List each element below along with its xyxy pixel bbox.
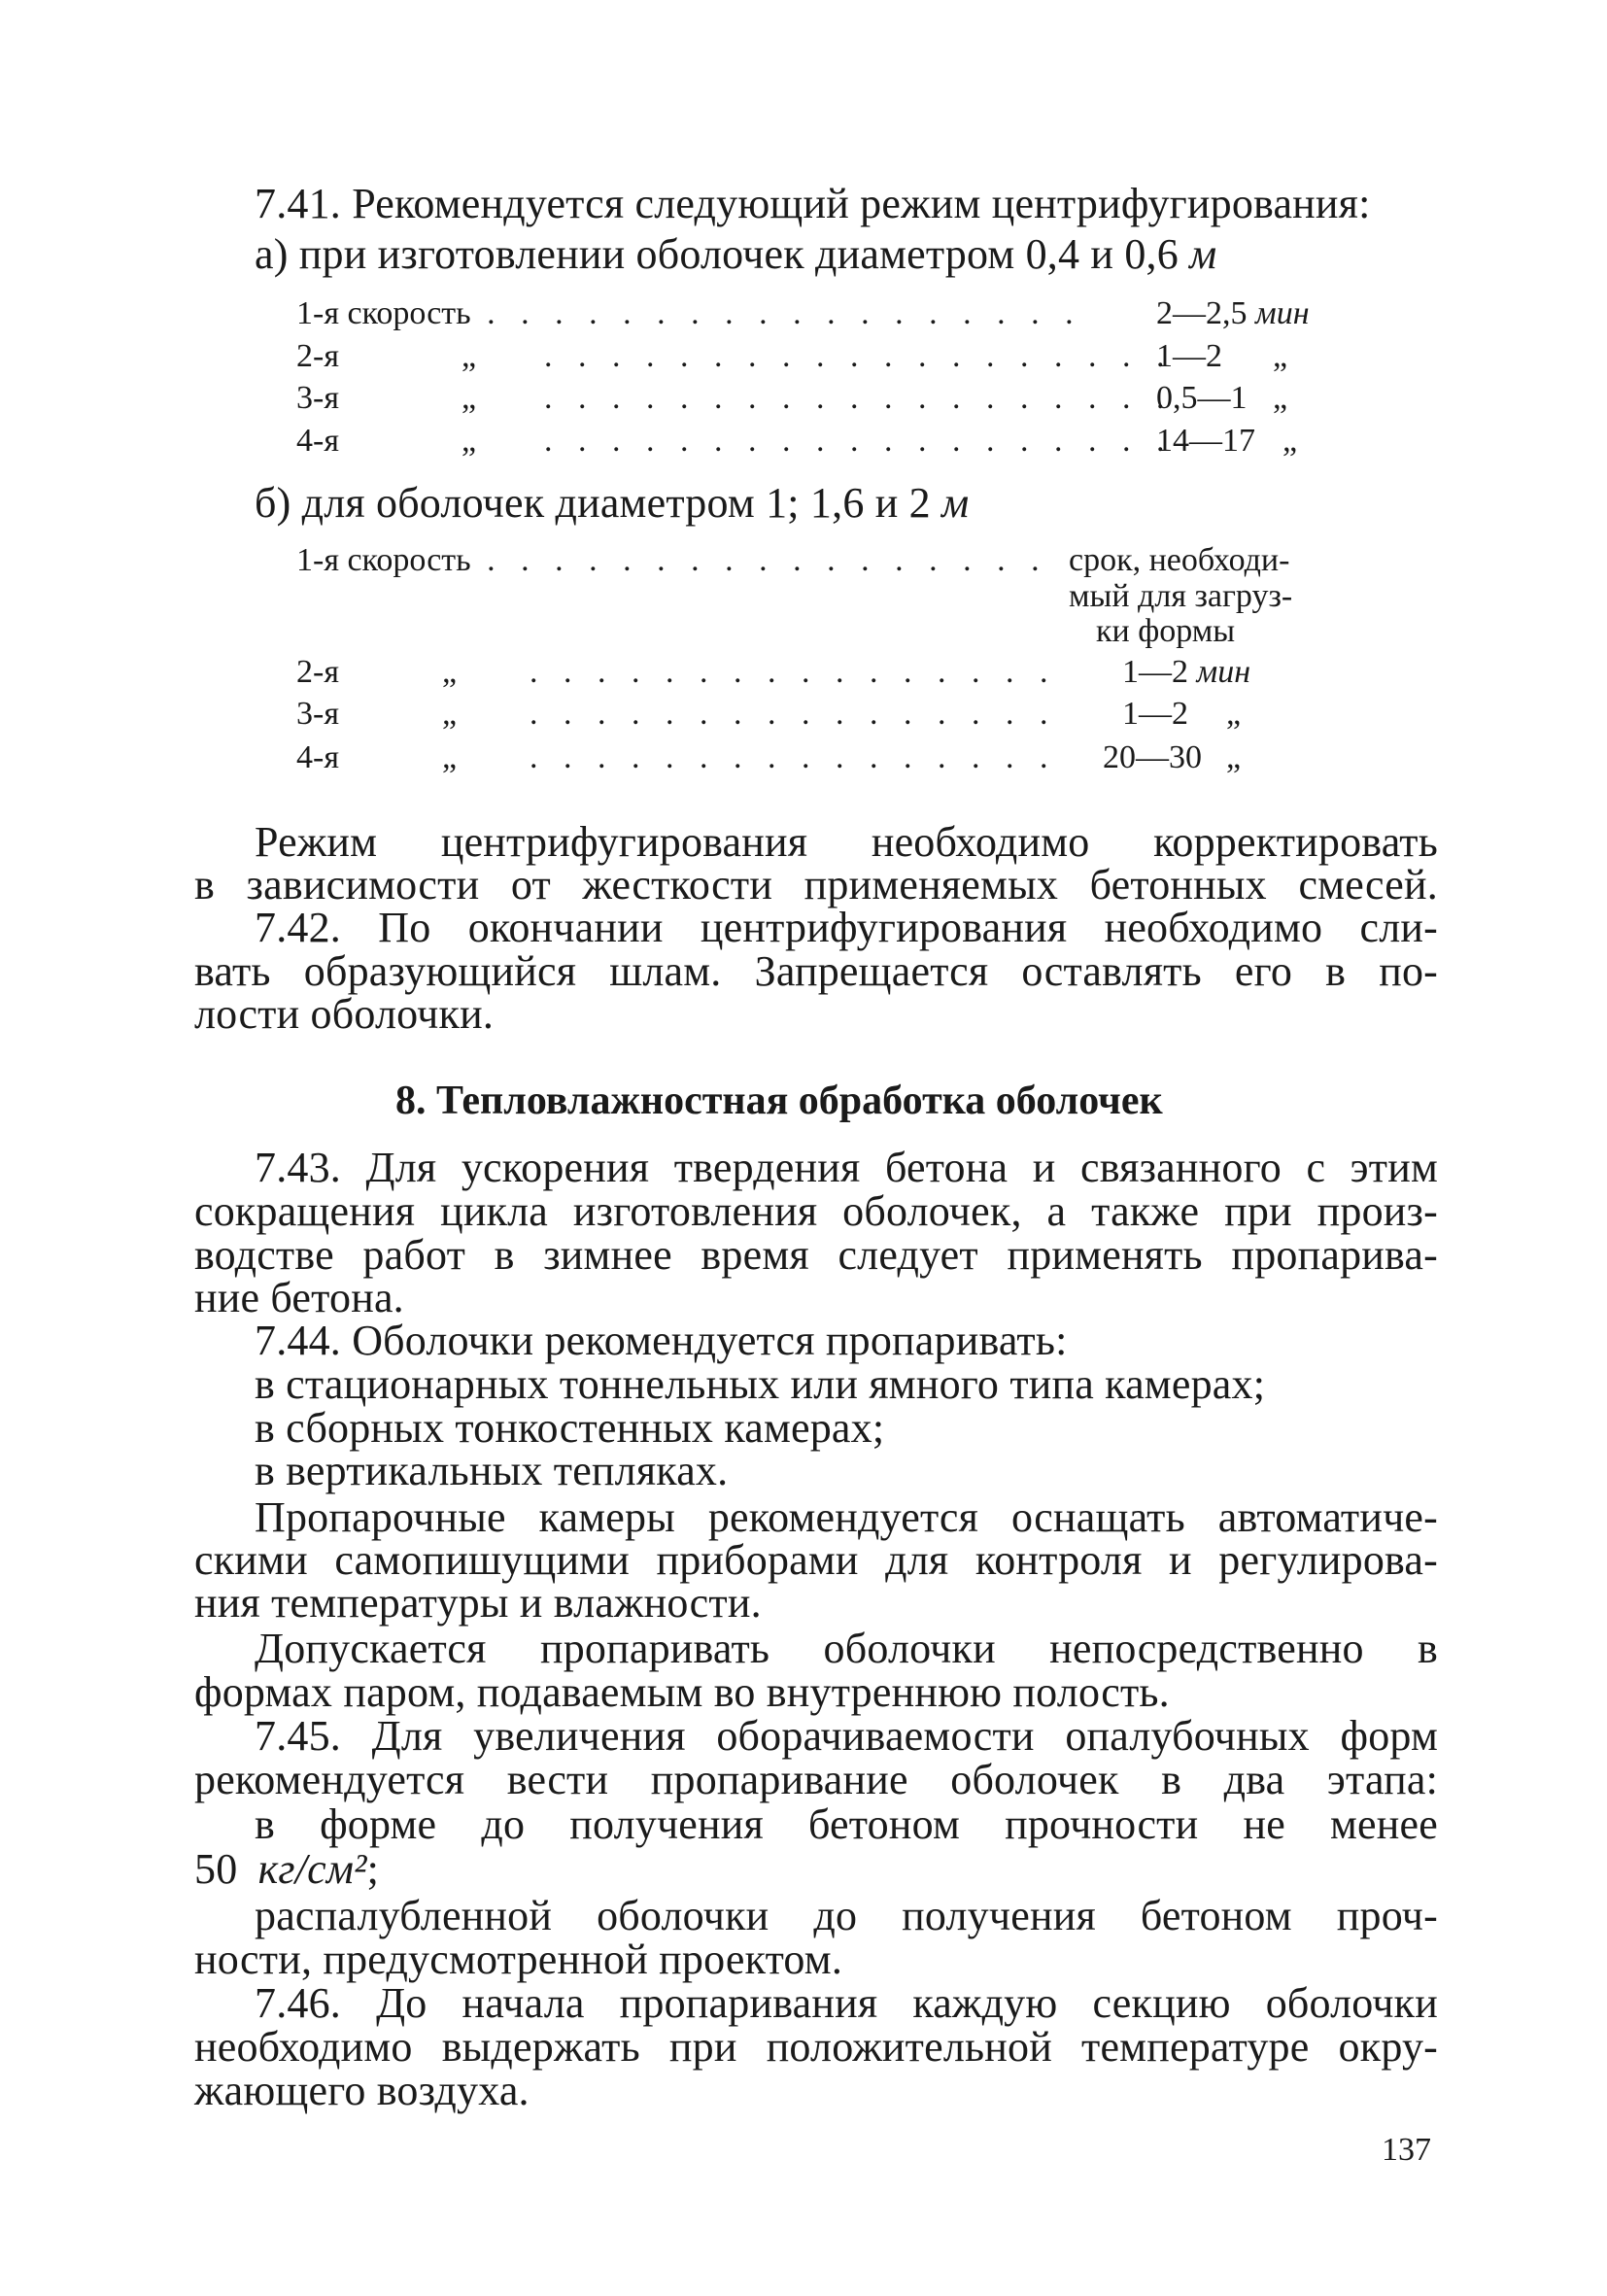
subitem-b-unit: м <box>941 479 970 527</box>
row-dots: . . . . . . . . . . . . . . . . . . <box>487 295 1082 331</box>
list-item: в стационарных тоннельных или ямного типа камерах; <box>255 1360 1266 1408</box>
row-unit: „ <box>1273 338 1288 374</box>
paragraph-7-42-line: вать образующийся шлам. Запрещается оставлять его в по- <box>194 947 1438 995</box>
subitem-b-text: б) для оболочек диаметром 1; 1,6 и 2 <box>255 479 931 527</box>
stage2-line: распалубленной оболочки до получения бетоном проч- <box>255 1892 1438 1939</box>
row-dots: . . . . . . . . . . . . . . . . <box>530 696 1057 732</box>
row-label: 1-я скорость <box>296 295 471 331</box>
table-a-row <box>296 297 1082 330</box>
chambers-line: Пропарочные камеры рекомендуется оснащать автоматиче- <box>255 1493 1438 1541</box>
row-value: 2—2,5 <box>1156 295 1248 331</box>
row-ditto: „ <box>442 696 458 732</box>
paragraph-7-45-line: рекомендуется вести пропаривание оболочек в два этапа: <box>194 1756 1438 1803</box>
row-ditto: „ <box>442 739 458 775</box>
paragraph-7-42-line: лости оболочки. <box>194 990 495 1038</box>
row-ditto: „ <box>462 380 477 416</box>
table-b-value-line: срок, необходи- <box>1069 542 1290 578</box>
table-a-row <box>296 425 339 458</box>
regime-note-line: Режим центрифугирования необходимо корректировать <box>255 818 1438 866</box>
row-label: 4-я <box>296 739 339 775</box>
subitem-b-title <box>255 479 970 527</box>
row-dots: . . . . . . . . . . . . . . . . . <box>487 542 1048 578</box>
chambers-line: ния температуры и влажности. <box>194 1579 762 1627</box>
table-b-value <box>1122 656 1250 689</box>
stage1-value-line <box>194 1845 380 1893</box>
row-ditto: „ <box>462 423 477 459</box>
table-b-row <box>296 544 1048 577</box>
table-b-row <box>296 741 339 774</box>
regime-note-line: в зависимости от жесткости применяемых бетонных смесей. <box>194 861 1438 908</box>
row-unit: мин <box>1255 295 1310 331</box>
list-item: в сборных тонкостенных камерах; <box>255 1404 885 1452</box>
row-ditto: „ <box>462 338 477 374</box>
chambers-line: скими самопишущими приборами для контроля и регулирова- <box>194 1536 1438 1584</box>
row-unit: „ <box>1282 423 1298 459</box>
row-label: 2-я <box>296 654 339 690</box>
table-b-row <box>296 698 339 731</box>
row-label: 3-я <box>296 696 339 732</box>
table-a-value <box>1156 340 1222 373</box>
subitem-a-title <box>255 230 1217 278</box>
row-value: 20—30 <box>1103 739 1202 775</box>
row-label: 3-я <box>296 380 339 416</box>
paragraph-7-43-line: 7.43. Для ускорения твердения бетона и связанного с этим <box>255 1144 1438 1191</box>
section-heading: 8. Тепловлажностная обработка оболочек <box>395 1079 1163 1123</box>
paragraph-7-45-line: 7.45. Для увеличения оборачиваемости опалубочных форм <box>255 1712 1438 1760</box>
paragraph-7-46-line: жающего воздуха. <box>194 2067 530 2114</box>
row-unit: „ <box>1226 696 1242 732</box>
stage1-unit: кг/см² <box>257 1845 367 1893</box>
row-value: 1—2 <box>1122 696 1188 732</box>
row-dots: . . . . . . . . . . . . . . . . . . . <box>544 338 1174 374</box>
row-label: 2-я <box>296 338 339 374</box>
table-b-value <box>1122 698 1188 731</box>
row-label: 1-я скорость <box>296 542 471 578</box>
stage1-line: в форме до получения бетоном прочности не менее <box>255 1800 1438 1848</box>
stage1-end: ; <box>366 1845 380 1893</box>
paragraph-7-43-line: ние бетона. <box>194 1274 404 1321</box>
stage1-value: 50 <box>194 1845 238 1893</box>
row-dots: . . . . . . . . . . . . . . . . <box>530 654 1057 690</box>
table-a-row <box>296 340 339 373</box>
table-a-value <box>1156 382 1248 415</box>
row-label: 4-я <box>296 423 339 459</box>
paragraph-7-44-intro: 7.44. Оболочки рекомендуется пропаривать: <box>255 1317 1068 1364</box>
allowed-line: Допускается пропаривать оболочки непосредственно в <box>255 1625 1438 1672</box>
row-unit: „ <box>1273 380 1288 416</box>
paragraph-7-46-line: 7.46. До начала пропаривания каждую секцию оболочки <box>255 1979 1438 2027</box>
subitem-a-unit: м <box>1189 230 1217 278</box>
table-b-value-line: мый для загруз- <box>1069 578 1293 614</box>
table-a-value <box>1156 297 1310 330</box>
stage2-line: ности, предусмотренной проектом. <box>194 1936 843 1983</box>
row-dots: . . . . . . . . . . . . . . . . <box>530 739 1057 775</box>
paragraph-7-42-line: 7.42. По окончании центрифугирования необходимо сли- <box>255 904 1438 951</box>
table-a-row <box>296 382 339 415</box>
list-item: в вертикальных тепляках. <box>255 1447 729 1494</box>
table-b-value-line: ки формы <box>1096 613 1236 649</box>
table-b-value <box>1103 741 1202 774</box>
row-dots: . . . . . . . . . . . . . . . . . . . <box>544 423 1174 459</box>
subitem-a-text: а) при изготовлении оболочек диаметром 0,4 и 0,6 <box>255 230 1179 278</box>
row-unit: мин <box>1196 654 1251 690</box>
paragraph-7-41-intro: 7.41. Рекомендуется следующий режим центрифугирования: <box>255 180 1371 227</box>
row-value: 14—17 <box>1156 423 1255 459</box>
row-ditto: „ <box>442 654 458 690</box>
paragraph-7-43-line: водстве работ в зимнее время следует применять пропарива- <box>194 1231 1438 1279</box>
row-value: 0,5—1 <box>1156 380 1248 416</box>
row-value: 1—2 <box>1122 654 1188 690</box>
table-b-row <box>296 656 339 689</box>
table-a-value <box>1156 425 1255 458</box>
row-dots: . . . . . . . . . . . . . . . . . . . <box>544 380 1174 416</box>
page-number: 137 <box>1382 2132 1431 2168</box>
paragraph-7-46-line: необходимо выдержать при положительной температуре окру- <box>194 2023 1438 2071</box>
row-value: 1—2 <box>1156 338 1222 374</box>
row-unit: „ <box>1226 739 1242 775</box>
paragraph-7-43-line: сокращения цикла изготовления оболочек, а также при произ- <box>194 1187 1438 1235</box>
allowed-line: формах паром, подаваемым во внутреннюю полость. <box>194 1668 1170 1716</box>
